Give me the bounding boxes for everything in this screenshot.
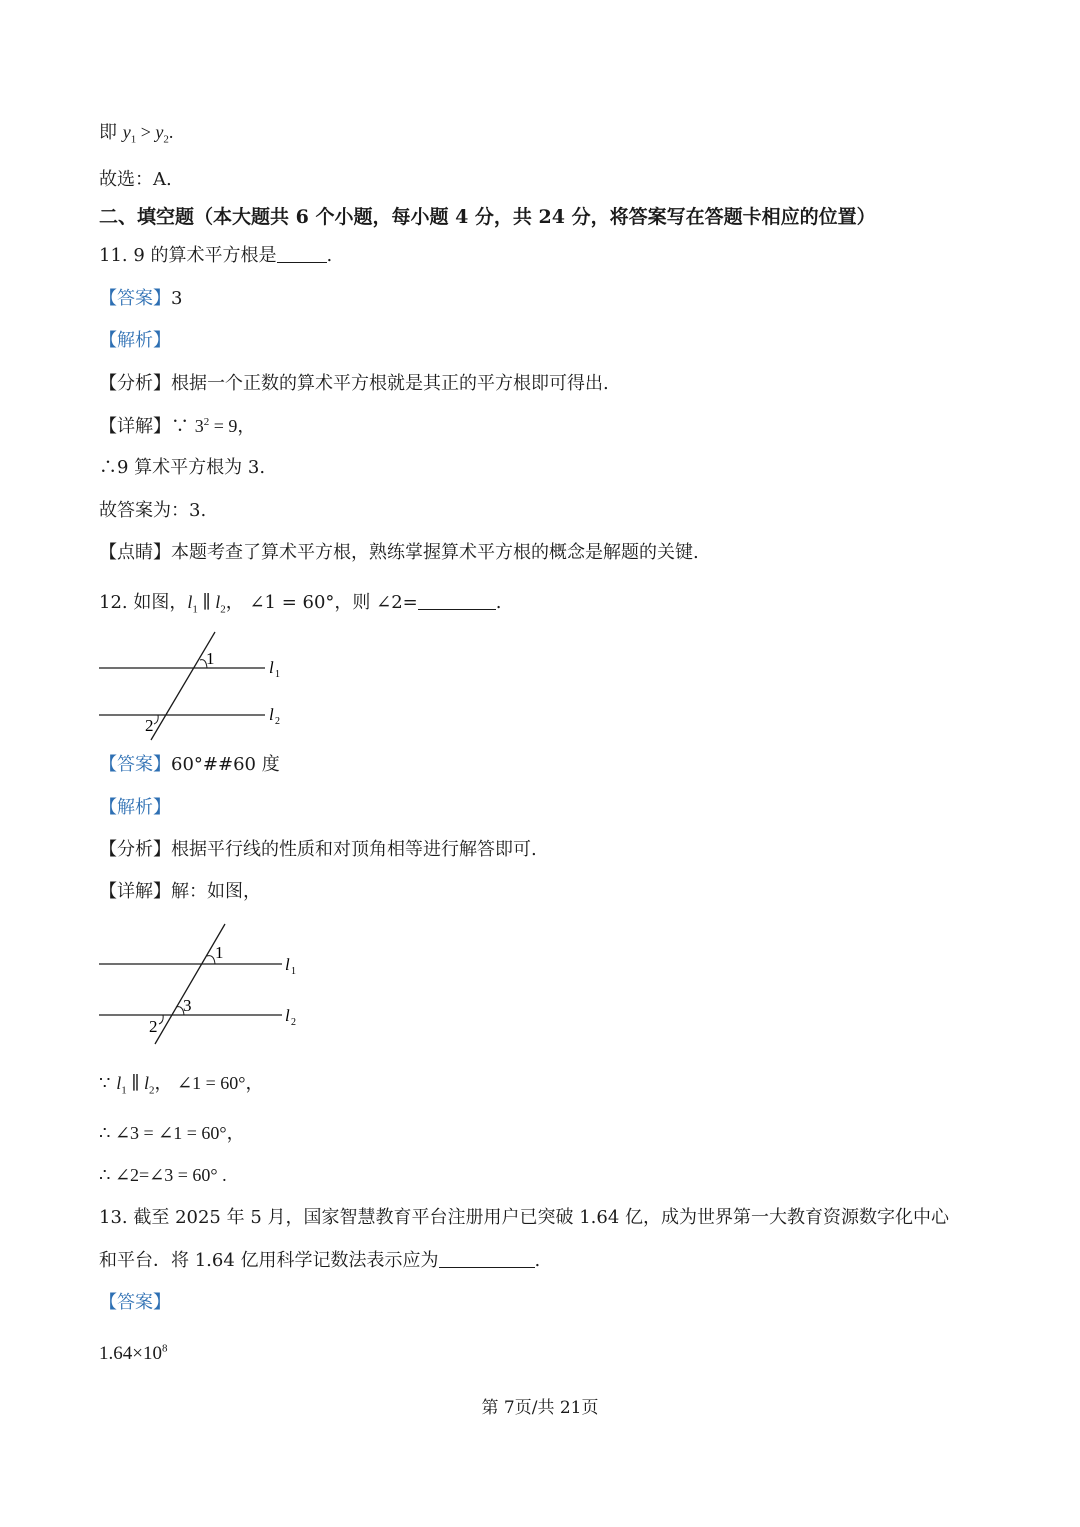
period: . <box>168 122 174 142</box>
answer-value: 3 <box>171 288 183 309</box>
sub-2: 2 <box>163 133 169 146</box>
dianjing-tag: 【点睛】 <box>99 542 171 563</box>
sub-1: 1 <box>130 133 137 146</box>
line-l1-sub: 1 <box>275 669 280 680</box>
answer-blank <box>418 591 496 610</box>
sub-1: 1 <box>121 1084 127 1097</box>
line-l2-label: l <box>269 705 274 724</box>
q12-answer <box>99 753 280 777</box>
figure-parallel-lines-2 <box>97 922 312 1047</box>
angle-3-label: 3 <box>183 996 192 1015</box>
period: . <box>495 592 502 613</box>
conclusion-line <box>99 120 173 145</box>
page-footer: 第 7页/共 21页 <box>481 1398 599 1418</box>
line-l2-sub: 2 <box>275 716 280 727</box>
fenxi-text: 根据一个正数的算术平方根就是其正的平方根即可得出. <box>171 373 609 394</box>
var-l: l <box>215 592 221 612</box>
q11-xiangjie <box>99 414 255 439</box>
q12-step-1 <box>99 1071 263 1096</box>
section-heading: 二、填空题（本大题共 6 个小题，每小题 4 分，共 24 分，将答案写在答题卡相应的位置） <box>99 206 876 228</box>
question-13-line-1: 13. 截至 2025 年 5 月，国家智慧教育平台注册用户已突破 1.64 亿，成为世界第一大教育资源数字化中心 <box>99 1207 950 1228</box>
q11-fenxi <box>99 372 609 396</box>
answer-tag: 【答案】 <box>99 754 171 775</box>
sub-2: 2 <box>220 603 226 616</box>
dianjing-text: 本题考查了算术平方根，熟练掌握算术平方根的概念是解题的关键. <box>171 542 699 563</box>
fenxi-tag: 【分析】 <box>99 839 171 860</box>
sub-1: 1 <box>192 603 198 616</box>
conclusion-prefix: 即 <box>99 122 117 143</box>
q12-step-3: ∴ ∠2=∠3 = 60° . <box>99 1165 227 1185</box>
angle-1-arc <box>207 956 215 964</box>
var-l: l <box>187 592 193 612</box>
line-l1-label: l <box>285 955 290 974</box>
figure-parallel-lines-1 <box>97 630 297 745</box>
period: . <box>534 1250 541 1271</box>
question-11-text: 11. 9 的算术平方根是 <box>99 245 277 266</box>
q11-dianjing <box>99 541 699 565</box>
q13-answer-tag: 【答案】 <box>99 1292 171 1313</box>
question-13-line-2 <box>99 1249 540 1273</box>
choice-line: 故选：A. <box>99 169 172 190</box>
because-symbol: ∵ <box>171 416 195 437</box>
q11-analysis-tag: 【解析】 <box>99 330 171 351</box>
var-l: l <box>144 1073 150 1093</box>
angle-2-arc <box>154 715 158 724</box>
equation-rest: = 9， <box>209 416 256 436</box>
times-symbol: × <box>132 1343 143 1364</box>
answer-value: 60°##60 度 <box>171 754 280 775</box>
fenxi-text: 根据平行线的性质和对顶角相等进行解答即可. <box>171 839 537 860</box>
transversal <box>155 924 225 1044</box>
because-symbol: ∵ <box>99 1073 117 1094</box>
line-l1-label: l <box>269 658 274 677</box>
question-12 <box>99 590 501 615</box>
angle-1-label: 1 <box>206 649 215 668</box>
answer-blank <box>277 244 327 263</box>
parallel-symbol: ∥ <box>197 592 216 612</box>
q11-answer <box>99 287 182 311</box>
answer-blank <box>439 1249 535 1268</box>
q11-therefore: ∴9 算术平方根为 3. <box>99 457 266 478</box>
parallel-symbol: ∥ <box>126 1073 145 1093</box>
operator-gt: > <box>136 122 156 142</box>
power-exponent: 2 <box>203 416 210 428</box>
line-l2-sub: 2 <box>291 1017 296 1028</box>
angle-1-label: 1 <box>215 943 224 962</box>
var-y1: y <box>122 122 131 142</box>
xiangjie-tag: 【详解】 <box>99 881 171 902</box>
power-base: 10 <box>142 1343 162 1364</box>
power-base: 3 <box>194 416 204 436</box>
question-12-condition: ， ∠1 = 60°，则 ∠2= <box>225 592 418 613</box>
xiangjie-tag: 【详解】 <box>99 416 171 437</box>
angle-2-label: 2 <box>149 1017 158 1036</box>
q12-analysis-tag: 【解析】 <box>99 797 171 818</box>
step-1-rest: ， ∠1 = 60°， <box>154 1073 264 1093</box>
mantissa: 1.64 <box>99 1343 133 1364</box>
answer-tag: 【答案】 <box>99 288 171 309</box>
angle-2-arc <box>159 1015 163 1024</box>
question-12-number: 12. 如图， <box>99 592 188 613</box>
q12-fenxi <box>99 838 537 862</box>
q12-step-2: ∴ ∠3 = ∠1 = 60°， <box>99 1123 245 1143</box>
var-l: l <box>116 1073 122 1093</box>
q13-answer <box>99 1342 167 1366</box>
q12-xiangjie <box>99 880 261 904</box>
angle-2-label: 2 <box>145 716 154 735</box>
power-exponent: 8 <box>161 1342 168 1355</box>
period: . <box>326 245 333 266</box>
line-l1-sub: 1 <box>291 966 296 977</box>
question-11 <box>99 244 332 268</box>
var-y2: y <box>155 122 164 142</box>
question-13-text: 和平台．将 1.64 亿用科学记数法表示应为 <box>99 1250 439 1271</box>
fenxi-tag: 【分析】 <box>99 373 171 394</box>
sub-2: 2 <box>149 1084 155 1097</box>
xiangjie-text: 解：如图， <box>171 881 261 902</box>
line-l2-label: l <box>285 1006 290 1025</box>
q11-final: 故答案为：3. <box>99 500 207 521</box>
